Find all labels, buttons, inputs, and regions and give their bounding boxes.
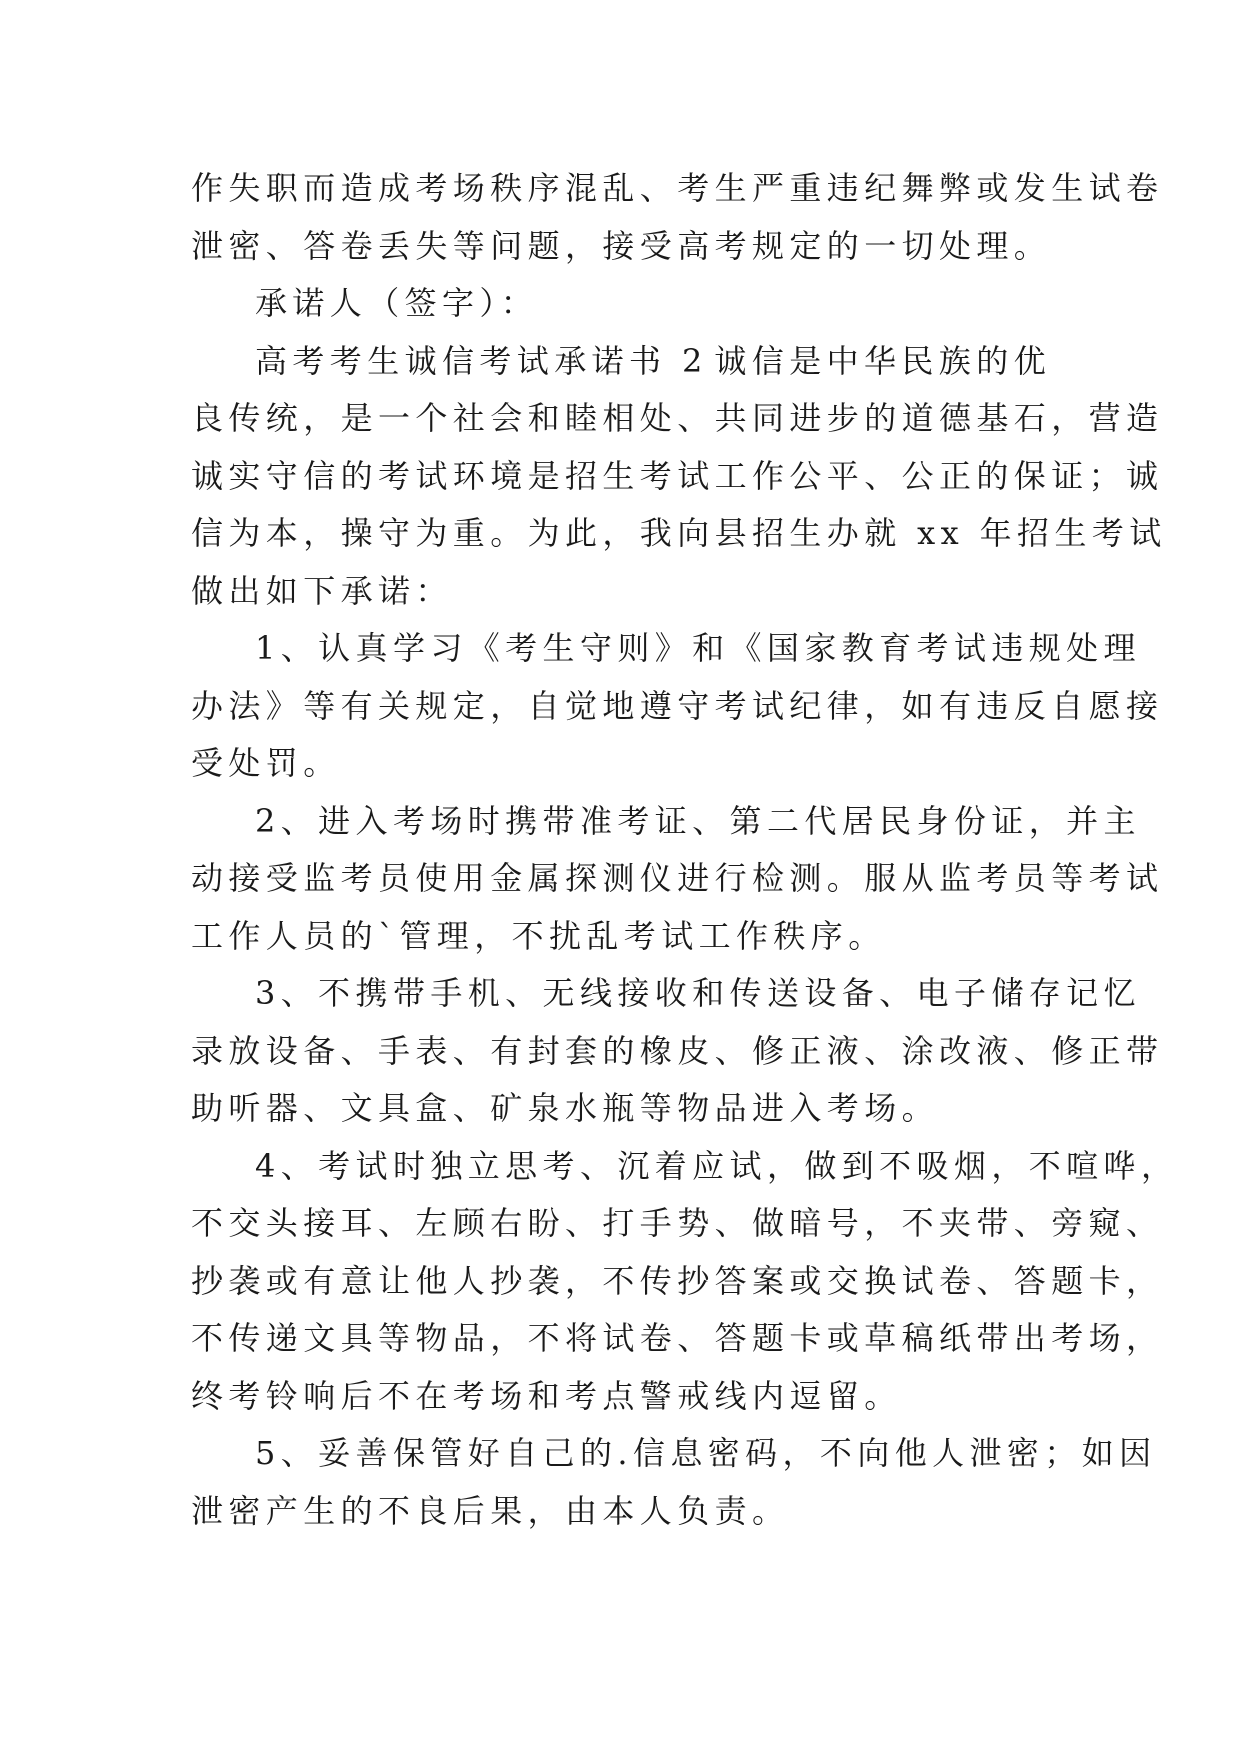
text-line: 办法》等有关规定，自觉地遵守考试纪律，如有违反自愿接: [191, 686, 1164, 725]
text-line: 良传统，是一个社会和睦相处、共同进步的道德基石，营造: [191, 399, 1164, 437]
text-line: 助听器、文具盒、矿泉水瓶等物品进入考场。: [191, 1089, 940, 1127]
list-item-4: 4、考试时独立思考、沉着应试，做到不吸烟，不喧哗，: [255, 1146, 1179, 1185]
text-line: 不交头接耳、左顾右盼、打手势、做暗号，不夹带、旁窥、: [191, 1204, 1164, 1242]
section-title: 高考考生诚信考试承诺书 2: [255, 341, 708, 380]
text-line: 受处罚。: [191, 744, 341, 782]
text-line: 录放设备、手表、有封套的橡皮、修正液、涂改液、修正带: [191, 1031, 1164, 1070]
section-first-sentence: 诚信是中华民族的优: [714, 341, 1051, 380]
document-body: [191, 160, 1179, 1540]
text-line: 工作人员的`管理，不扰乱考试工作秩序。: [191, 916, 886, 955]
text-line: 信为本，操守为重。为此，我向县招生办就 xx 年招生考试: [191, 514, 1167, 552]
signature-line: 承诺人（签字）：: [255, 284, 539, 322]
list-item-5: 5、妥善保管好自己的.信息密码，不向他人泄密；如因: [255, 1434, 1157, 1472]
section-title-line: [191, 333, 1051, 391]
text-line: 泄密产生的不良后果，由本人负责。: [191, 1491, 790, 1530]
text-line: 不传递文具等物品，不将试卷、答题卡或草稿纸带出考场，: [191, 1319, 1164, 1357]
text-line: 抄袭或有意让他人抄袭，不传抄答案或交换试卷、答题卡，: [191, 1261, 1164, 1300]
list-item-2: 2、进入考场时携带准考证、第二代居民身份证，并主: [255, 801, 1141, 840]
text-line: 动接受监考员使用金属探测仪进行检测。服从监考员等考试: [191, 859, 1164, 897]
text-line: 诚实守信的考试环境是招生考试工作公平、公正的保证；诚: [191, 456, 1164, 495]
text-line: 终考铃响后不在考场和考点警戒线内逗留。: [191, 1376, 902, 1415]
list-item-3: 3、不携带手机、无线接收和传送设备、电子储存记忆: [255, 974, 1141, 1012]
text-line: 泄密、答卷丢失等问题，接受高考规定的一切处理。: [191, 226, 1052, 265]
list-item-1: 1、认真学习《考生守则》和《国家教育考试违规处理: [255, 629, 1141, 667]
text-line: 做出如下承诺：: [191, 571, 453, 610]
text-line: 作失职而造成考场秩序混乱、考生严重违纪舞弊或发生试卷: [191, 169, 1164, 207]
